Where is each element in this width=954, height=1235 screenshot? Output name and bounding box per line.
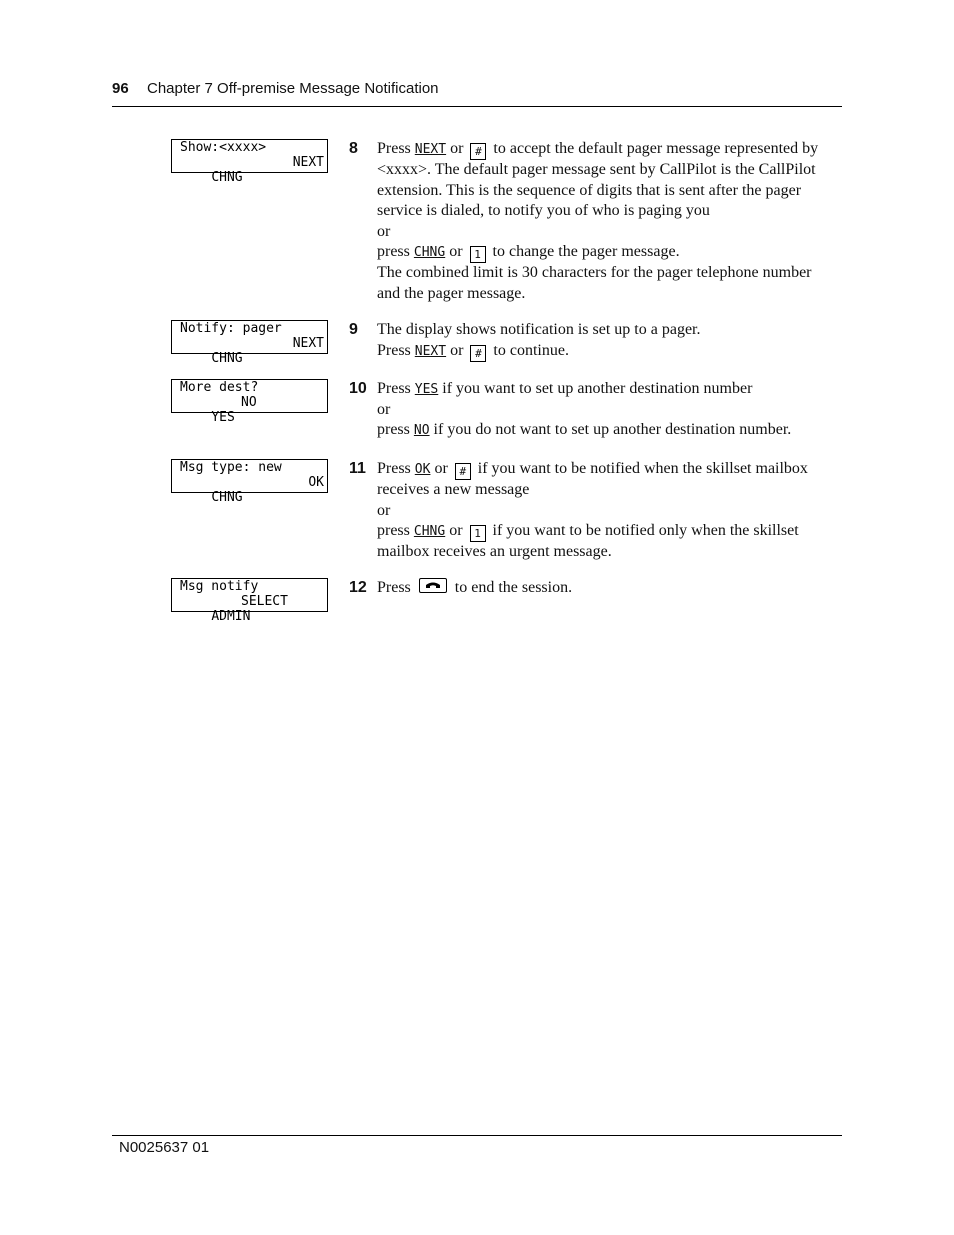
display-softkey-middle: SELECT	[241, 594, 288, 609]
display-line-2	[180, 336, 324, 366]
step-instruction: Press OK or # if you want to be notified when the skillset mailbox receives a new message	[377, 460, 808, 498]
softkey-next: NEXT	[414, 142, 447, 157]
display-softkey-right: OK	[308, 475, 324, 490]
softkey-chng: CHNG	[413, 524, 446, 539]
step-alternative: press CHNG or 1 to change the pager message.	[377, 243, 680, 261]
pound-key-icon: #	[470, 345, 486, 362]
step-instruction: Press YES if you want to set up another destination number	[377, 380, 753, 397]
softkey-no: NO	[413, 423, 430, 438]
display-line-2	[180, 155, 324, 185]
chapter-title: Chapter 7 Off-premise Message Notification	[147, 80, 439, 97]
step-number: 9	[349, 321, 358, 338]
display-softkey-left: CHNG	[211, 490, 243, 505]
display-softkey-left: CHNG	[211, 170, 243, 185]
or-separator: or	[377, 400, 391, 418]
page-number: 96	[112, 80, 129, 97]
step-number: 10	[349, 380, 367, 397]
softkey-chng: CHNG	[413, 245, 446, 260]
step-note: The combined limit is 30 characters for the pager telephone number and the pager message.	[377, 264, 812, 302]
display-line-1: More dest?	[180, 380, 259, 395]
or-separator: or	[377, 501, 391, 519]
one-key-icon: 1	[470, 246, 486, 263]
softkey-ok: OK	[414, 462, 431, 477]
display-softkey-right: NEXT	[292, 155, 324, 170]
display-softkey-right: NEXT	[292, 336, 324, 351]
display-line-2	[180, 395, 324, 425]
step-body	[377, 379, 837, 441]
softkey-next: NEXT	[414, 343, 447, 359]
step-alternative: press CHNG or 1 if you want to be notified only when the skillset mailbox receives an urgent message.	[377, 522, 799, 560]
display-softkey-left: CHNG	[211, 351, 243, 366]
step-instruction: The display shows notification is set up to a pager.	[377, 321, 701, 338]
display-step-11	[171, 459, 328, 505]
softkey-yes: YES	[414, 382, 439, 397]
display-step-9	[171, 320, 328, 366]
display-line-1: Notify: pager	[180, 321, 282, 336]
step-body	[377, 578, 837, 599]
display-step-8	[171, 139, 328, 185]
display-line-2	[180, 594, 324, 624]
step-number: 8	[349, 140, 358, 157]
display-softkey-left: ADMIN	[211, 609, 251, 624]
step-instruction: Press NEXT or # to accept the default pager message represented by <xxxx>. The default pager message sent by CallPilot is the CallPilot extension. This is the sequence of digits that is sent after the pager service is dialed, to notify you of who is paging you	[377, 140, 819, 219]
step-body	[377, 139, 837, 304]
one-key-icon: 1	[470, 525, 486, 542]
display-line-2	[180, 475, 324, 505]
step-number: 11	[349, 460, 366, 477]
step-instruction: Press to end the session.	[377, 579, 573, 596]
step-number: 12	[349, 579, 367, 596]
display-line-1: Show:<xxxx>	[180, 140, 267, 155]
step-alternative: press NO if you do not want to set up another destination number.	[377, 421, 792, 438]
display-step-10	[171, 379, 328, 425]
display-step-12	[171, 578, 328, 624]
step-alternative: Press NEXT or # to continue.	[377, 341, 569, 360]
step-body	[377, 459, 837, 563]
display-softkey-middle: NO	[241, 395, 257, 410]
or-separator: or	[377, 222, 391, 240]
page-footer	[112, 1135, 842, 1156]
display-line-1: Msg notify	[180, 579, 259, 594]
pound-key-icon: #	[470, 143, 486, 160]
pound-key-icon: #	[455, 463, 471, 480]
release-handset-icon	[419, 578, 447, 593]
display-softkey-left: YES	[211, 410, 235, 425]
page-header	[112, 78, 842, 107]
display-line-1: Msg type: new	[180, 460, 282, 475]
step-body	[377, 320, 837, 362]
document-number: N0025637 01	[119, 1139, 210, 1156]
